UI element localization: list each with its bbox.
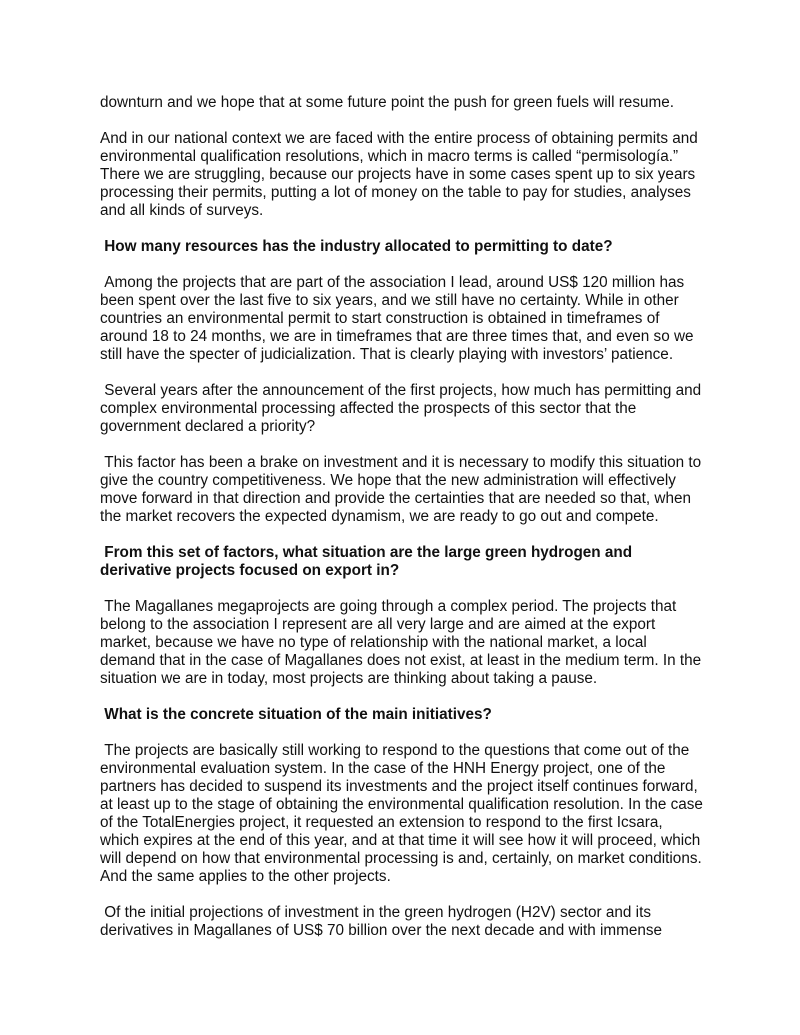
question-heading: What is the concrete situation of the main initiatives?	[100, 706, 492, 723]
paragraph: The Magallanes megaprojects are going through a complex period. The projects that belong to the association I represent are all very large and are aimed at the export market, because we have no type of relationship with the national market, a local demand that in the case of Magallanes does not exist, at least in the medium term. In the situation we are in today, most projects are thinking about taking a pause.	[100, 598, 706, 687]
paragraph: This factor has been a brake on investment and it is necessary to modify this situation to give the country competitiveness. We hope that the new administration will effectively move forward in that direction and provide the certainties that are needed so that, when the market recovers the expected dynamism, we are ready to go out and compete.	[100, 454, 706, 525]
paragraph: Of the initial projections of investment in the green hydrogen (H2V) sector and its derivatives in Magallanes of US$ 70 billion over the next decade and with immense	[100, 904, 663, 939]
question-heading: From this set of factors, what situation are the large green hydrogen and derivative projects focused on export in?	[100, 544, 637, 579]
paragraph: The projects are basically still working to respond to the questions that come out of the environmental evaluation system. In the case of the HNH Energy project, one of the partners has decided to suspend its investments and the project itself continues forward, at least up to the stage of obtaining the environmental qualification resolution. In the case of the TotalEnergies project, it requested an extension to respond to the first Icsara, which expires at the end of this year, and at that time it will see how it will proceed, which will depend on how that environmental processing is and, certainly, on market conditions. And the same applies to the other projects.	[100, 742, 708, 885]
paragraph: And in our national context we are faced with the entire process of obtaining permits and environmental qualification resolutions, which in macro terms is called “permisología.” There we are struggling, because our projects have in some cases spent up to six years processing their permits, putting a lot of money on the table to pay for studies, analyses and all kinds of surveys.	[100, 130, 703, 219]
question-heading: How many resources has the industry allocated to permitting to date?	[100, 238, 613, 255]
paragraph: Among the projects that are part of the association I lead, around US$ 120 million has been spent over the last five to six years, and we still have no certainty. While in other countries an environmental permit to start construction is obtained in timeframes of around 18 to 24 months, we are in timeframes that are three times that, and even so we still have the specter of judicialization. That is clearly playing with investors’ patience.	[100, 274, 698, 363]
document-page	[100, 94, 708, 940]
paragraph: Several years after the announcement of the first projects, how much has permitting and complex environmental processing affected the prospects of this sector that the government declared a priority?	[100, 382, 706, 435]
paragraph: downturn and we hope that at some future point the push for green fuels will resume.	[100, 94, 674, 111]
